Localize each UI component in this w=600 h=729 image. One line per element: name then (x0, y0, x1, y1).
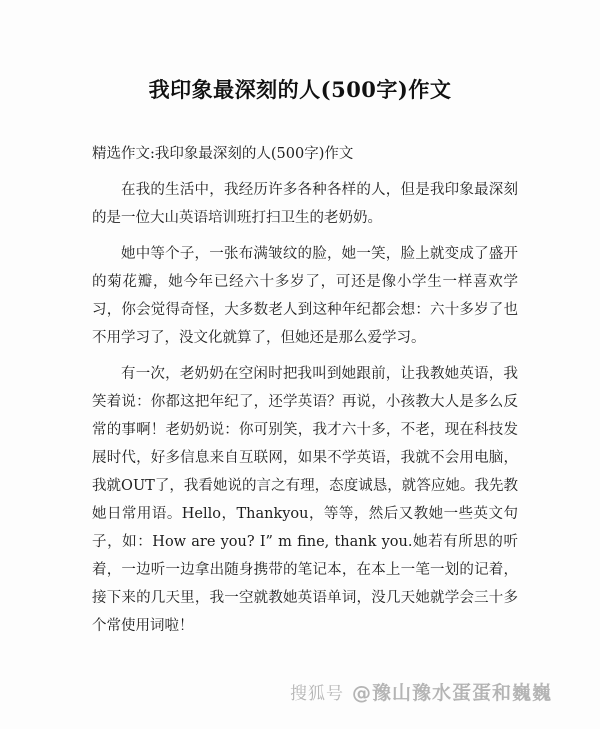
paragraph-3: 有一次，老奶奶在空闲时把我叫到她跟前，让我教她英语，我笑着说：你都这把年纪了，还学英语？再说，小孩教大人是多么反常的事啊！老奶奶说：你可别笑，我才六十多，不老，现在科技发展时代，好多信息来自互联网，如果不学英语，我就不会用电脑，我就OUT了，我看她说的言之有理，态度诚恳，就答应她。我先教她日常用语。Hello，Thankyou，等等，然后又教她一些英文句子，如：How are you? I” m fine, thank you.她若有所思的听着，一边听一边拿出随身携带的笔记本，在本上一笔一划的记着，接下来的几天里，我一空就教她英语单词，没几天她就学会三十多个常使用词啦！ (92, 366, 518, 634)
watermark-author: @豫山豫水蛋蛋和巍巍 (352, 682, 553, 704)
document-body (92, 140, 518, 648)
paragraph-2: 她中等个子，一张布满皱纹的脸，她一笑，脸上就变成了盛开的菊花瓣，她今年已经六十多岁了，可还是像小学生一样喜欢学习，你会觉得奇怪，大多数老人到这种年纪都会想：六十多岁了也不用学习了，没文化就算了，但她还是那么爱学习。 (92, 246, 518, 346)
watermark-brand: 搜狐号 (290, 684, 344, 704)
paragraph-1: 在我的生活中，我经历许多各种各样的人，但是我印象最深刻的是一位大山英语培训班打扫卫生的老奶奶。 (92, 182, 518, 226)
watermark (290, 678, 552, 705)
label-line: 精选作文:我印象最深刻的人(500字)作文 (92, 146, 354, 162)
document-title: 我印象最深刻的人(500字)作文 (148, 77, 452, 102)
